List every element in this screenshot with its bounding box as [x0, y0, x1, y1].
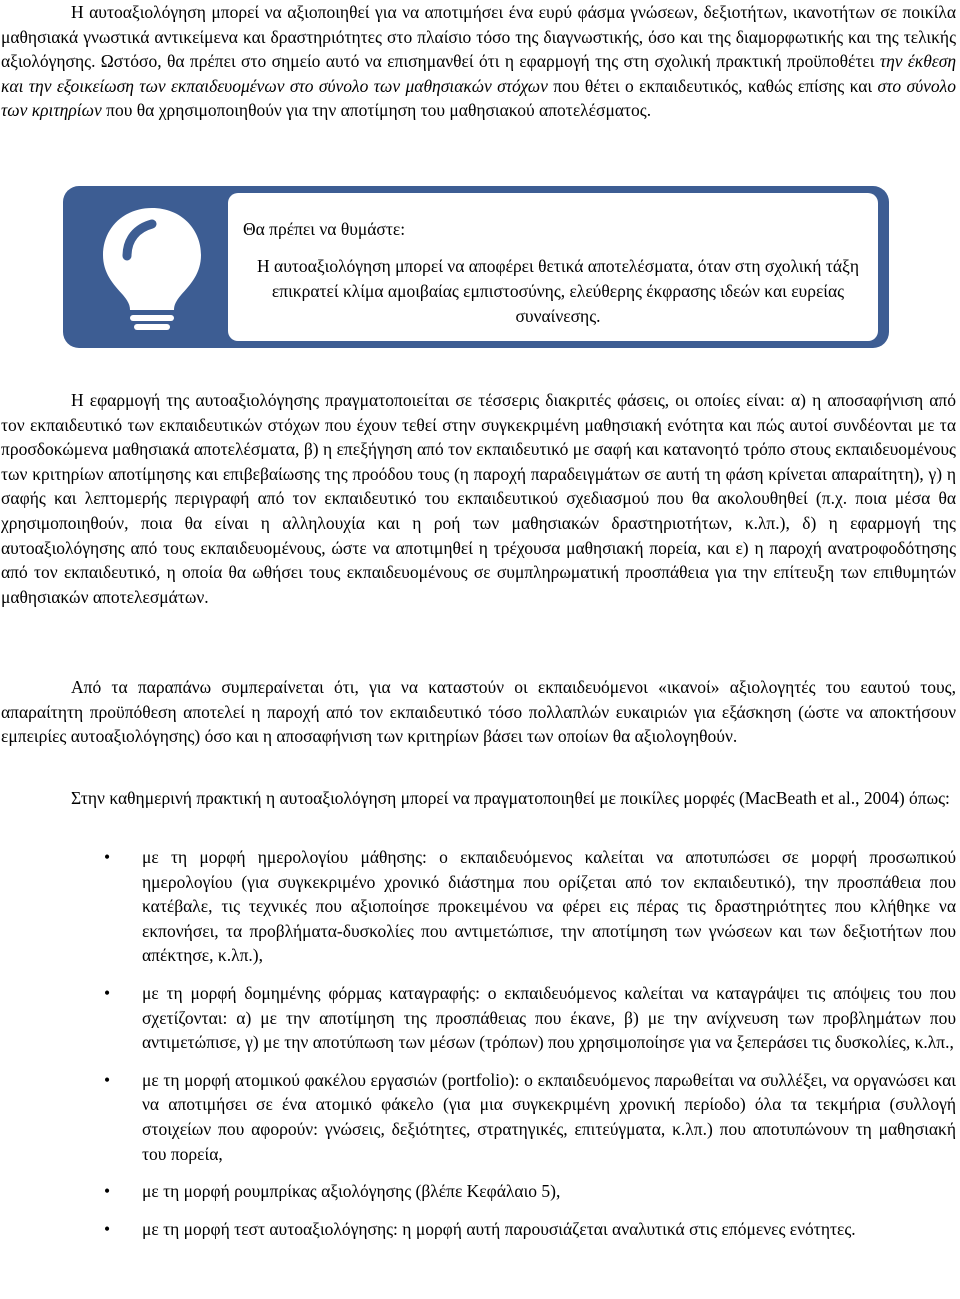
paragraph-phases: Η εφαρμογή της αυτοαξιολόγησης πραγματοποιείται σε τέσσερις διακριτές φάσεις, οι οποίες είναι: α) η αποσαφήνιση από τον εκπαιδευτικό των εκπαιδευτικών στόχων που έχουν τεθεί στην συγκεκριμένη μαθησιακή ενότητα και πώς αυτοί συνδέονται με τα προσδοκώμενα μαθησιακά αποτελέσματα, β) η επεξήγηση από τον εκπαιδευτικό με σαφή και κατανοητό τρόπο στους εκπαιδευομένους των κριτηρίων αποτίμησης και επιβεβαίωσης της προόδου τους (η παροχή παραδειγμάτων σε αυτή τη φάση κρίνεται απαραίτητη), γ) η σαφής και λεπτομερής περιγραφή από τον εκπαιδευτικό του εκπαιδευτικού σχεδιασμού που θα ακολουθηθεί (π.χ. ποια μέσα θα χρησιμοποιηθούν, ποια θα είναι η αλληλουχία και η ροή των μαθησιακών δραστηριοτήτων, κ.λπ.), δ) η εφαρμογή της αυτοαξιολόγησης από τους εκπαιδευομένους, ώστε να αποτιμηθεί η τρέχουσα μαθησιακή πορεία, και ε) η παροχή ανατροφοδότησης από τον εκπαιδευτικό, η οποία θα ωθήσει τους εκπαιδευομένους σε συμπληρωματική προσπάθεια για την επίτευξη των επιθυμητών μαθησιακών αποτελεσμάτων. — [1, 390, 956, 607]
list-item — [0, 845, 956, 968]
list-item-text: με τη μορφή ρουμπρίκας αξιολόγησης (βλέπε Κεφάλαιο 5), — [142, 1181, 561, 1202]
list-item-text: με τη μορφή τεστ αυτοαξιολόγησης: η μορφή αυτή παρουσιάζεται αναλυτικά στις επόμενες ενότητες. — [142, 1218, 856, 1239]
list-item-text: με τη μορφή ημερολογίου μάθησης: ο εκπαιδευόμενος καλείται να αποτυπώσει σε μορφή προσωπικού ημερολογίου (για συγκεκριμένο χρονικό διάστημα που ορίζεται από τον εκπαιδευτικό), την προσπάθεια που κατέβαλε, τις τεχνικές που αξιοποίησε προκειμένου να φέρει εις πέρας τις δραστηριότητες που κλήθηκε να εκπονήσει, τα προβλήματα-δυσκολίες που αντιμετώπισε, την αποτίμηση των γνώσεων και των δεξιοτήτων που απέκτησε, κ.λπ.), — [142, 847, 956, 966]
paragraph-intro-text-c: που θέτει ο εκπαιδευτικός, καθώς επίσης και — [547, 75, 878, 96]
bullet-marker: • — [104, 982, 111, 1003]
paragraph-intro-emphasis-criteria: στο σύνολο των κριτηρίων — [1, 75, 956, 121]
paragraph-conclusion: Από τα παραπάνω συμπεραίνεται ότι, για να καταστούν οι εκπαιδευόμενοι «ικανοί» αξιολογητές του εαυτού τους, απαραίτητη προϋπόθεση αποτελεί η παροχή από τον εκπαιδευτικό τόσο πολλαπλών ευκαιριών για εξάσκηση (ώστε να αποκτήσουν εμπειρίες αυτοαξιολόγησης) όσο και η αποσαφήνιση των κριτηρίων βάσει των οποίων θα αξιολογηθούν. — [1, 677, 956, 747]
callout-title: Θα πρέπει να θυμάστε: — [243, 219, 406, 239]
list-item — [0, 1217, 956, 1242]
bullet-marker: • — [104, 1069, 111, 1090]
paragraph-intro-emphasis-goals: την έκθεση και την εξοικείωση των εκπαιδευομένων στο σύνολο των μαθησιακών στόχων — [1, 51, 957, 96]
list-item — [0, 1179, 956, 1204]
paragraph-intro — [1, 0, 956, 123]
list-item-text: με τη μορφή δομημένης φόρμας καταγραφής: ο εκπαιδευόμενος καλείται να καταγράψει τις απόψεις του που σχετίζονται: α) με την αποτίμηση της προσπάθειας που έκανε, β) με την ανίχνευση των προβλημάτων που αντιμετώπισε, γ) με την αποτύπωση των μέσων (τρόπων) που χρησιμοποίησε για να ξεπεράσει τις δυσκολίες, κ.λπ., — [142, 982, 956, 1053]
list-item-text: με τη μορφή ατομικού φακέλου εργασιών (portfolio): ο εκπαιδευόμενος παρωθείται να συλλέξει, να οργανώσει και να αποτιμήσει σε ένα ατομικό φάκελο (για μια συγκεκριμένη χρονική περίοδο) όλα τα τεκμήρια (συλλογή στοιχείων που αφορούν: γνώσεις, δεξιότητες, στρατηγικές, επιτεύγματα, κ.λπ.) που αποτυπώνουν τη μαθησιακή του πορεία, — [142, 1069, 956, 1164]
paragraph-forms-intro: Στην καθημερινή πρακτική η αυτοαξιολόγηση μπορεί να πραγματοποιηθεί με ποικίλες μορφές (MacBeath et al., 2004) όπως: — [71, 788, 950, 808]
forms-list — [0, 845, 956, 1254]
paragraph-intro-text-a: Η αυτοαξιολόγηση μπορεί να αξιοποιηθεί για να αποτιμήσει ένα ευρύ φάσμα γνώσεων, δεξιοτήτων, ικανοτήτων σε ποικίλα μαθησιακά γνωστικά αντικείμενα και δραστηριότητες στο πλαίσιο τόσο της διαγνωστικής, όσο και της διαμορφωτικής και της τελικής αξιολόγησης. Ωστόσο, θα πρέπει στο σημείο αυτό να επισημανθεί ότι η εφαρμογή της στη σχολική πρακτική προϋποθέτει — [1, 2, 956, 72]
bullet-marker: • — [104, 1218, 111, 1239]
paragraph-intro-text-e: που θα χρησιμοποιηθούν για την αποτίμηση του μαθησιακού αποτελέσματος. — [101, 100, 652, 121]
callout-body: Η αυτοαξιολόγηση μπορεί να αποφέρει θετικά αποτελέσματα, όταν στη σχολική τάξη επικρατεί κλίμα αμοιβαίας εμπιστοσύνης, ελεύθερης έκφρασης ιδεών και ευρείας συναίνεσης. — [257, 256, 859, 326]
list-item — [0, 981, 956, 1055]
bullet-marker: • — [104, 1181, 111, 1202]
lightbulb-icon — [97, 204, 207, 334]
list-item — [0, 1068, 956, 1166]
bullet-marker: • — [104, 847, 111, 867]
reminder-callout — [63, 186, 889, 348]
